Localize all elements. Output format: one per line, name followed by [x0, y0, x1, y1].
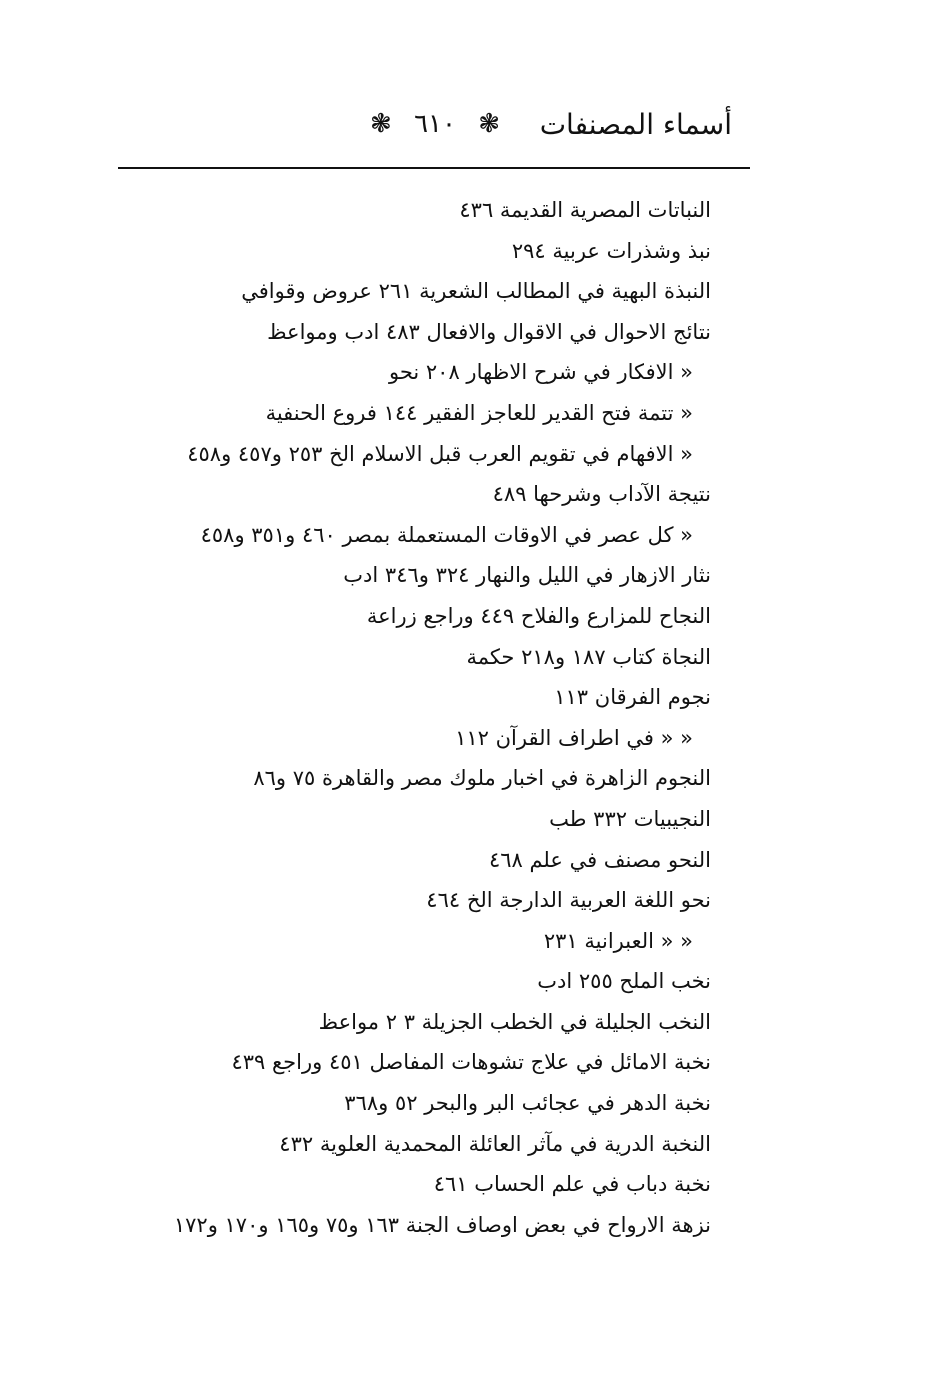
- index-entry: نزهة الارواح في بعض اوصاف الجنة ١٦٣ و٧٥ و١٦٥ و١٧٠ و١٧٢: [173, 1212, 711, 1237]
- index-entry: نخبة الدهر في عجائب البر والبحر ٥٢ و٣٦٨: [344, 1091, 711, 1116]
- index-entry: النخبة الدرية في مآثر العائلة المحمدية العلوية ٤٣٢: [279, 1131, 711, 1156]
- index-entry: « تتمة فتح القدير للعاجز الفقير ١٤٤ فروع الحنفية: [265, 400, 693, 425]
- index-entry: « كل عصر في الاوقات المستعملة بمصر ٤٦٠ و٣٥١ و٤٥٨: [200, 522, 693, 547]
- index-entry: نتائج الاحوال في الاقوال والافعال ٤٨٣ ادب ومواعظ: [267, 319, 711, 344]
- index-entry: النجاح للمزارع والفلاح ٤٤٩ وراجع زراعة: [366, 603, 711, 628]
- index-entry: « الافهام في تقويم العرب قبل الاسلام الخ ٢٥٣ و٤٥٧ و٤٥٨: [187, 441, 693, 466]
- index-entry: نثار الازهار في الليل والنهار ٣٢٤ و٣٤٦ ادب: [343, 563, 711, 588]
- index-entry: نتيجة الآداب وشرحها ٤٨٩: [492, 482, 711, 507]
- index-entry: « « في اطراف القرآن ١١٢: [455, 725, 693, 750]
- header-rule: [118, 167, 750, 169]
- index-entry: النجاة كتاب ١٨٧ و٢١٨ حكمة: [466, 644, 711, 669]
- index-entry: نخب الملح ٢٥٥ ادب: [537, 969, 711, 994]
- index-entries: [71, 190, 711, 1245]
- page-header: [118, 100, 750, 154]
- index-entry: « « العبرانية ٢٣١: [543, 928, 693, 953]
- index-entry: النباتات المصرية القديمة ٤٣٦: [459, 198, 711, 222]
- index-entry: النبذة البهية في المطالب الشعرية ٢٦١ عروض وقوافي: [241, 279, 711, 304]
- flower-ornament-icon: ❃: [370, 108, 392, 139]
- index-entry: نبذ وشذرات عربية ٢٩٤: [511, 238, 711, 263]
- index-entry: النحو مصنف في علم ٤٦٨: [488, 847, 711, 872]
- index-entry: « الافكار في شرح الاظهار ٢٠٨ نحو: [388, 360, 693, 385]
- flower-ornament-icon: ❃: [478, 108, 501, 139]
- index-entry: نخبة دباب في علم الحساب ٤٦١: [433, 1172, 711, 1197]
- page-number-group: [370, 108, 500, 139]
- running-title: أسماء المصنفات: [539, 108, 732, 141]
- index-entry: نجوم الفرقان ١١٣: [554, 685, 711, 710]
- index-entry: نخبة الامائل في علاج تشوهات المفاصل ٤٥١ وراجع ٤٣٩: [231, 1050, 711, 1075]
- index-entry: النخب الجليلة في الخطب الجزيلة ٣ ٢ مواعظ: [318, 1009, 711, 1034]
- index-entry: نحو اللغة العربية الدارجة الخ ٤٦٤: [426, 888, 711, 913]
- page-number: ٦١٠: [414, 108, 456, 139]
- index-entry: النجوم الزاهرة في اخبار ملوك مصر والقاهرة ٧٥ و٨٦: [253, 766, 711, 791]
- index-entry: النجيبيات ٣٣٢ طب: [549, 806, 711, 831]
